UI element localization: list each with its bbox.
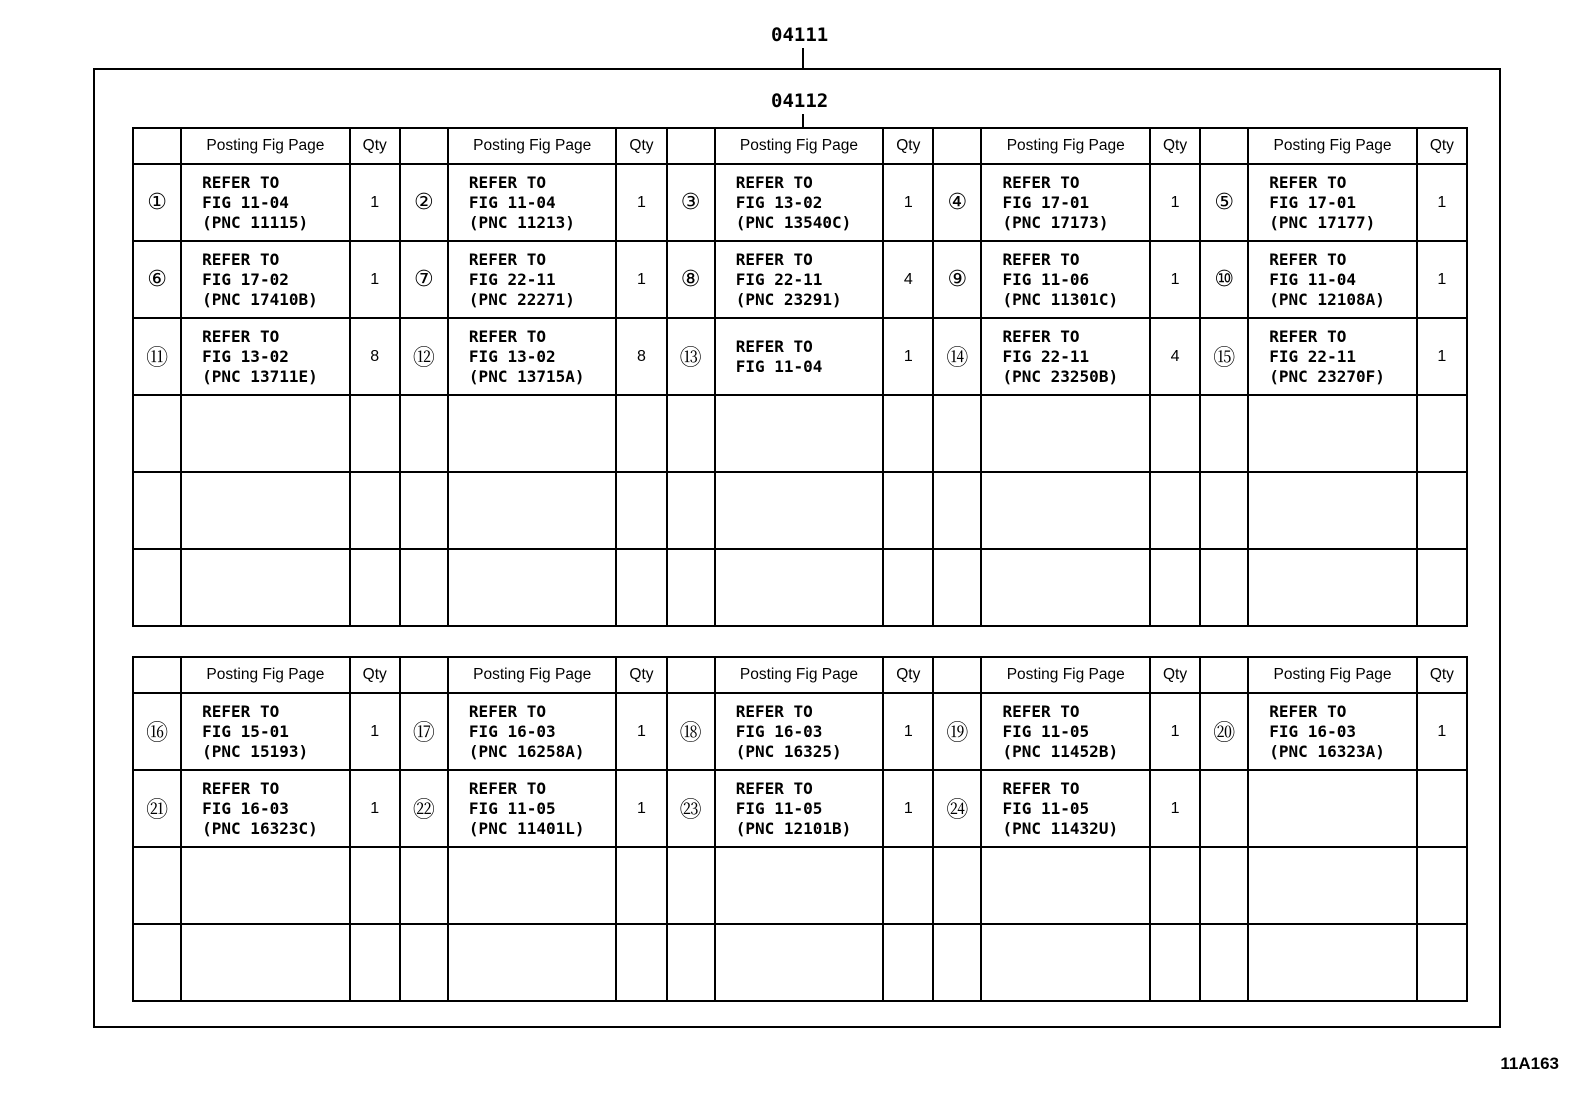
item-number: ② [400, 164, 448, 241]
item-qty: 1 [1417, 693, 1467, 770]
item-qty: 8 [350, 318, 400, 395]
reference-line: FIG 11-05 [468, 798, 556, 818]
empty-cell [1150, 847, 1200, 924]
header-number-cell [133, 128, 181, 164]
empty-cell [1248, 395, 1417, 472]
posting-reference [715, 693, 884, 770]
empty-cell [667, 847, 715, 924]
posting-reference [448, 241, 617, 318]
posting-reference [715, 770, 884, 847]
table-row [133, 693, 1467, 770]
item-qty: 1 [1150, 241, 1200, 318]
reference-line: FIG 22-11 [468, 269, 556, 289]
posting-reference [448, 693, 617, 770]
empty-cell [933, 395, 981, 472]
reference-line: (PNC 16325) [735, 741, 842, 761]
empty-cell [1417, 395, 1467, 472]
header-posting-fig-page: Posting Fig Page [448, 657, 617, 693]
reference-line: (PNC 17410B) [202, 289, 318, 309]
reference-line: FIG 11-04 [1269, 269, 1356, 289]
item-qty: 1 [616, 693, 666, 770]
reference-line: REFER TO [1269, 701, 1347, 721]
reference-line: REFER TO [735, 336, 813, 356]
header-number-cell [400, 128, 448, 164]
header-posting-fig-page: Posting Fig Page [715, 657, 884, 693]
empty-cell [400, 395, 448, 472]
reference-line: REFER TO [1269, 172, 1347, 192]
item-qty: 1 [616, 770, 666, 847]
posting-reference [448, 164, 617, 241]
item-qty: 1 [883, 164, 933, 241]
empty-cell [133, 395, 181, 472]
empty-cell [933, 847, 981, 924]
item-qty: 1 [350, 241, 400, 318]
header-qty: Qty [616, 128, 666, 164]
posting-reference [448, 770, 617, 847]
item-number: ㉑ [133, 770, 181, 847]
reference-line: FIG 17-01 [1002, 192, 1090, 212]
posting-reference [981, 770, 1150, 847]
item-number: ⑪ [133, 318, 181, 395]
header-qty: Qty [883, 128, 933, 164]
empty-cell [715, 549, 884, 626]
reference-line: REFER TO [735, 249, 813, 269]
posting-reference [981, 241, 1150, 318]
header-row [133, 657, 1467, 693]
empty-cell [883, 847, 933, 924]
empty-cell [883, 924, 933, 1001]
reference-line: REFER TO [1002, 326, 1080, 346]
empty-cell [1200, 395, 1248, 472]
reference-line: FIG 13-02 [468, 346, 556, 366]
item-qty: 1 [883, 318, 933, 395]
item-qty: 1 [1150, 770, 1200, 847]
empty-cell [933, 549, 981, 626]
empty-cell [616, 924, 666, 1001]
item-qty: 1 [350, 164, 400, 241]
table-row [133, 164, 1467, 241]
empty-cell [667, 472, 715, 549]
item-number: ⑰ [400, 693, 448, 770]
empty-cell [1200, 924, 1248, 1001]
reference-line: (PNC 11301C) [1002, 289, 1119, 309]
reference-line: FIG 16-03 [468, 721, 556, 741]
empty-cell [981, 395, 1150, 472]
item-number: ⑥ [133, 241, 181, 318]
empty-cell [1417, 847, 1467, 924]
posting-reference [1248, 241, 1417, 318]
empty-cell [933, 924, 981, 1001]
item-number: ⑨ [933, 241, 981, 318]
header-qty: Qty [1150, 128, 1200, 164]
header-number-cell [667, 128, 715, 164]
reference-line: REFER TO [468, 172, 546, 192]
posting-reference [181, 693, 350, 770]
empty-cell [448, 472, 617, 549]
item-number: ⑤ [1200, 164, 1248, 241]
posting-reference [981, 318, 1150, 395]
item-number [1200, 770, 1248, 847]
reference-line: FIG 11-06 [1002, 269, 1090, 289]
reference-line: (PNC 16258A) [468, 741, 585, 761]
reference-line: (PNC 13540C) [735, 212, 852, 232]
empty-cell [883, 549, 933, 626]
reference-line: (PNC 12101B) [735, 818, 852, 838]
reference-line: REFER TO [735, 172, 813, 192]
header-posting-fig-page: Posting Fig Page [181, 128, 350, 164]
reference-line: FIG 11-05 [1002, 721, 1090, 741]
reference-line: (PNC 13715A) [468, 366, 585, 386]
empty-cell [448, 924, 617, 1001]
empty-cell [981, 847, 1150, 924]
item-qty: 1 [1417, 318, 1467, 395]
item-number: ⑦ [400, 241, 448, 318]
empty-cell [667, 549, 715, 626]
item-number: ⑱ [667, 693, 715, 770]
header-qty: Qty [616, 657, 666, 693]
posting-reference [1248, 770, 1417, 847]
reference-line: REFER TO [202, 326, 280, 346]
item-qty: 4 [883, 241, 933, 318]
empty-cell [1248, 472, 1417, 549]
empty-cell [715, 395, 884, 472]
item-number: ⑳ [1200, 693, 1248, 770]
empty-cell [933, 472, 981, 549]
item-qty: 1 [883, 693, 933, 770]
header-qty: Qty [350, 128, 400, 164]
posting-reference [715, 241, 884, 318]
posting-reference [181, 770, 350, 847]
item-qty: 1 [883, 770, 933, 847]
posting-reference [448, 318, 617, 395]
item-number: ⑮ [1200, 318, 1248, 395]
empty-cell [448, 395, 617, 472]
empty-cell [981, 924, 1150, 1001]
empty-cell [181, 847, 350, 924]
empty-cell [616, 847, 666, 924]
reference-line: REFER TO [1269, 326, 1347, 346]
reference-line: (PNC 17173) [1002, 212, 1109, 232]
header-number-cell [667, 657, 715, 693]
empty-cell [133, 472, 181, 549]
item-number: ⑧ [667, 241, 715, 318]
item-number: ⑯ [133, 693, 181, 770]
posting-reference [981, 693, 1150, 770]
empty-cell [1248, 847, 1417, 924]
header-posting-fig-page: Posting Fig Page [981, 128, 1150, 164]
empty-cell [181, 395, 350, 472]
reference-line: FIG 17-02 [202, 269, 289, 289]
reference-line: FIG 17-01 [1269, 192, 1356, 212]
reference-line: (PNC 23270F) [1269, 366, 1385, 386]
reference-line: (PNC 13711E) [202, 366, 318, 386]
header-qty: Qty [1150, 657, 1200, 693]
empty-cell [400, 847, 448, 924]
header-posting-fig-page: Posting Fig Page [181, 657, 350, 693]
empty-cell [1150, 924, 1200, 1001]
empty-cell [667, 395, 715, 472]
reference-line: REFER TO [1002, 778, 1080, 798]
item-number: ⑭ [933, 318, 981, 395]
outer-leader-line [802, 48, 804, 68]
table-row [133, 241, 1467, 318]
empty-row [133, 847, 1467, 924]
table-row [133, 318, 1467, 395]
posting-reference [181, 164, 350, 241]
item-qty [1417, 770, 1467, 847]
reference-line: REFER TO [1002, 172, 1080, 192]
empty-cell [133, 549, 181, 626]
reference-line: FIG 11-04 [468, 192, 556, 212]
empty-cell [448, 549, 617, 626]
empty-cell [350, 924, 400, 1001]
empty-cell [448, 847, 617, 924]
item-number: ④ [933, 164, 981, 241]
empty-cell [715, 847, 884, 924]
reference-line: FIG 22-11 [735, 269, 823, 289]
empty-cell [1150, 549, 1200, 626]
header-number-cell [1200, 657, 1248, 693]
posting-reference [1248, 693, 1417, 770]
header-number-cell [933, 128, 981, 164]
reference-line: (PNC 23250B) [1002, 366, 1119, 386]
empty-cell [1200, 549, 1248, 626]
empty-cell [1417, 549, 1467, 626]
reference-line: (PNC 11213) [468, 212, 575, 232]
reference-line: FIG 16-03 [1269, 721, 1356, 741]
posting-reference [181, 318, 350, 395]
empty-cell [616, 395, 666, 472]
table-row [133, 770, 1467, 847]
reference-line: (PNC 11432U) [1002, 818, 1119, 838]
reference-line: REFER TO [735, 701, 813, 721]
empty-cell [350, 549, 400, 626]
empty-cell [1248, 549, 1417, 626]
item-qty: 4 [1150, 318, 1200, 395]
reference-line: (PNC 15193) [202, 741, 309, 761]
item-qty: 1 [616, 241, 666, 318]
posting-reference [715, 318, 884, 395]
empty-cell [181, 924, 350, 1001]
item-number: ③ [667, 164, 715, 241]
reference-line: (PNC 12108A) [1269, 289, 1385, 309]
item-qty: 1 [616, 164, 666, 241]
reference-line: FIG 13-02 [202, 346, 289, 366]
empty-cell [883, 472, 933, 549]
reference-line: REFER TO [202, 249, 280, 269]
reference-line: REFER TO [468, 326, 546, 346]
header-posting-fig-page: Posting Fig Page [1248, 128, 1417, 164]
item-number: ㉓ [667, 770, 715, 847]
empty-row [133, 472, 1467, 549]
item-number: ⑫ [400, 318, 448, 395]
reference-line: FIG 16-03 [735, 721, 823, 741]
header-number-cell [400, 657, 448, 693]
empty-cell [1200, 472, 1248, 549]
reference-line: (PNC 17177) [1269, 212, 1376, 232]
posting-reference [1248, 164, 1417, 241]
empty-cell [400, 472, 448, 549]
reference-line: REFER TO [202, 172, 280, 192]
reference-line: REFER TO [468, 701, 546, 721]
empty-cell [1200, 847, 1248, 924]
reference-line: FIG 11-05 [735, 798, 823, 818]
item-qty: 1 [1150, 164, 1200, 241]
reference-line: FIG 22-11 [1002, 346, 1090, 366]
empty-row [133, 924, 1467, 1001]
empty-cell [350, 395, 400, 472]
header-qty: Qty [1417, 128, 1467, 164]
empty-cell [715, 924, 884, 1001]
empty-cell [667, 924, 715, 1001]
item-number: ① [133, 164, 181, 241]
empty-cell [181, 472, 350, 549]
header-qty: Qty [883, 657, 933, 693]
header-row [133, 128, 1467, 164]
header-number-cell [1200, 128, 1248, 164]
empty-cell [400, 549, 448, 626]
empty-row [133, 395, 1467, 472]
reference-line: (PNC 16323A) [1269, 741, 1385, 761]
empty-cell [981, 549, 1150, 626]
posting-reference [181, 241, 350, 318]
item-number: ㉒ [400, 770, 448, 847]
header-number-cell [933, 657, 981, 693]
empty-cell [350, 847, 400, 924]
empty-cell [1417, 924, 1467, 1001]
reference-line: REFER TO [202, 701, 280, 721]
reference-line: (PNC 23291) [735, 289, 842, 309]
reference-line: REFER TO [735, 778, 813, 798]
reference-line: (PNC 11452B) [1002, 741, 1119, 761]
reference-line: REFER TO [1269, 249, 1347, 269]
item-qty: 1 [1150, 693, 1200, 770]
empty-cell [883, 395, 933, 472]
empty-cell [400, 924, 448, 1001]
empty-cell [1417, 472, 1467, 549]
item-qty: 1 [1417, 241, 1467, 318]
inner-assembly-label: 04112 [771, 90, 829, 112]
parts-table-1 [132, 127, 1468, 627]
reference-line: FIG 11-04 [735, 356, 823, 376]
posting-reference [715, 164, 884, 241]
outer-assembly-label: 04111 [771, 24, 829, 46]
item-qty: 8 [616, 318, 666, 395]
item-qty: 1 [1417, 164, 1467, 241]
empty-cell [133, 847, 181, 924]
posting-reference [981, 164, 1150, 241]
empty-cell [715, 472, 884, 549]
empty-cell [1150, 395, 1200, 472]
reference-line: FIG 11-04 [202, 192, 289, 212]
reference-line: FIG 13-02 [735, 192, 823, 212]
reference-line: (PNC 22271) [468, 289, 575, 309]
reference-line: FIG 22-11 [1269, 346, 1356, 366]
item-number: ㉔ [933, 770, 981, 847]
reference-line: REFER TO [468, 778, 546, 798]
reference-line: (PNC 11401L) [468, 818, 585, 838]
posting-reference [1248, 318, 1417, 395]
empty-row [133, 549, 1467, 626]
empty-cell [981, 472, 1150, 549]
inner-leader-line [802, 114, 804, 128]
item-number: ⑲ [933, 693, 981, 770]
header-posting-fig-page: Posting Fig Page [448, 128, 617, 164]
header-posting-fig-page: Posting Fig Page [981, 657, 1150, 693]
empty-cell [616, 549, 666, 626]
reference-line: FIG 11-05 [1002, 798, 1090, 818]
header-qty: Qty [350, 657, 400, 693]
reference-line: REFER TO [1002, 249, 1080, 269]
figure-code: 11A163 [1500, 1054, 1559, 1073]
empty-cell [616, 472, 666, 549]
parts-table-2 [132, 656, 1468, 1002]
header-number-cell [133, 657, 181, 693]
empty-cell [133, 924, 181, 1001]
item-qty: 1 [350, 770, 400, 847]
reference-line: FIG 16-03 [202, 798, 289, 818]
item-number: ⑬ [667, 318, 715, 395]
empty-cell [350, 472, 400, 549]
header-posting-fig-page: Posting Fig Page [715, 128, 884, 164]
header-posting-fig-page: Posting Fig Page [1248, 657, 1417, 693]
reference-line: REFER TO [202, 778, 280, 798]
empty-cell [181, 549, 350, 626]
header-qty: Qty [1417, 657, 1467, 693]
reference-line: (PNC 11115) [202, 212, 309, 232]
reference-line: (PNC 16323C) [202, 818, 318, 838]
reference-line: FIG 15-01 [202, 721, 289, 741]
item-qty: 1 [350, 693, 400, 770]
reference-line: REFER TO [468, 249, 546, 269]
empty-cell [1248, 924, 1417, 1001]
item-number: ⑩ [1200, 241, 1248, 318]
reference-line: REFER TO [1002, 701, 1080, 721]
empty-cell [1150, 472, 1200, 549]
